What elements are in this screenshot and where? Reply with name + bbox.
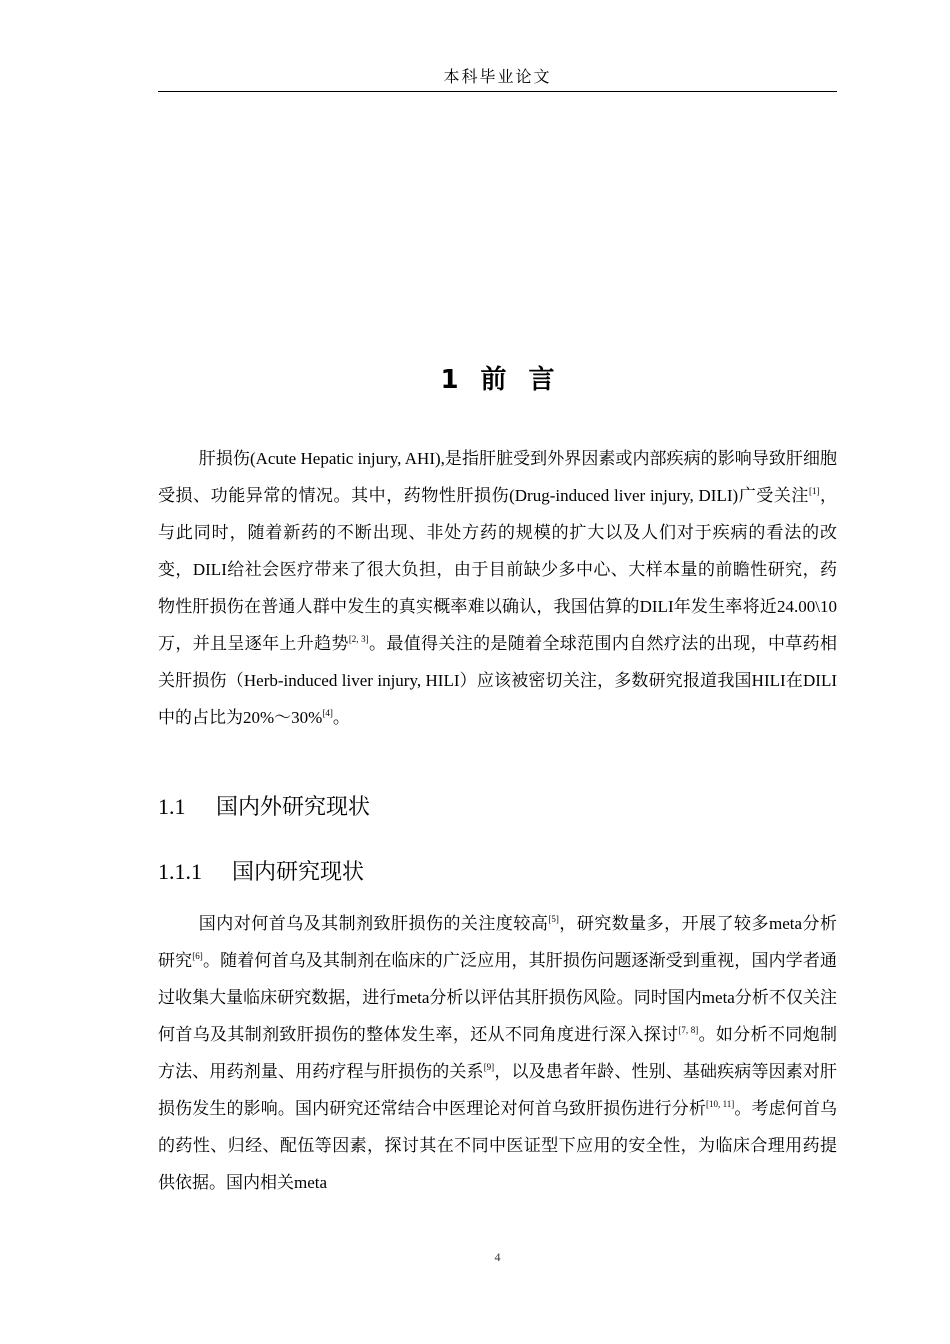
citation: [4]: [322, 708, 333, 718]
domestic-research-paragraph: [158, 905, 837, 1201]
citation: [1]: [808, 486, 820, 496]
citation: [9]: [483, 1062, 495, 1072]
paragraph-text: 。随着何首乌及其制剂在临床的广泛应用，其肝损伤问题逐渐受到重视，国内学者通过收集大量临床研究数据，进行meta分析以评估其肝损伤风险。同时国内meta分析不仅关注何首乌及其制剂致肝损伤的整体发生率，还从不同角度进行深入探讨: [158, 951, 838, 1044]
page-number: 4: [494, 1250, 501, 1264]
paragraph-text: 肝损伤(Acute Hepatic injury, AHI),是指肝脏受到外界因素或内部疾病的影响导致肝细胞受损、功能异常的情况。其中，药物性肝损伤(Drug-induced liver injury, DILI)广受关注: [158, 449, 837, 505]
paragraph-text: ，与此同时，随着新药的不断出现、非处方药的规模的扩大以及人们对于疾病的看法的改变，DILI给社会医疗带来了很大负担，由于目前缺少多中心、大样本量的前瞻性研究，药物性肝损伤在普通人群中发生的真实概率难以确认，我国估算的DILI年发生率将近24.00\10万，并且呈逐年上升趋势: [158, 486, 838, 653]
paragraph-text: 。考虑何首乌的药性、归经、配伍等因素，探讨其在不同中医证型下应用的安全性，为临床合理用药提供依据。国内相关meta: [158, 1099, 838, 1192]
header-rule: [158, 91, 837, 92]
intro-paragraph: [158, 440, 837, 736]
section-heading-1-1-1: [158, 857, 364, 888]
paragraph-text: 国内对何首乌及其制剂致肝损伤的关注度较高: [198, 914, 549, 933]
section-number: 1.1.1: [158, 859, 202, 884]
chapter-title-word-2: 言: [528, 365, 555, 395]
citation: [2, 3]: [348, 634, 369, 644]
paragraph-text: ，以及患者年龄、性别、基础疾病等因素对肝损伤发生的影响。国内研究还常结合中医理论对何首乌致肝损伤进行分析: [158, 1062, 838, 1118]
paragraph-text: 。最值得关注的是随着全球范围内自然疗法的出现，中草药相关肝损伤（Herb-induced liver injury, HILI）应该被密切关注，多数研究报道我国HILI在DILI中的占比为20%～30%: [158, 634, 838, 727]
section-number: 1.1: [158, 794, 186, 819]
section-title: 国内外研究现状: [216, 795, 371, 820]
section-heading-1-1: [158, 792, 370, 823]
citation: [6]: [192, 951, 203, 961]
chapter-title: [158, 360, 837, 400]
chapter-title-word-1: 前: [480, 365, 507, 395]
citation: [7, 8]: [678, 1025, 699, 1035]
section-title: 国内研究现状: [232, 860, 365, 885]
paragraph-text: 。如分析不同炮制方法、用药剂量、用药疗程与肝损伤的关系: [158, 1025, 838, 1081]
paragraph-text: 。: [332, 708, 350, 727]
chapter-number: 1: [440, 365, 459, 395]
citation: [5]: [548, 914, 559, 924]
running-header: 本科毕业论文: [443, 69, 552, 86]
paragraph-text: ，研究数量多，开展了较多meta分析研究: [158, 914, 838, 970]
citation: [10, 11]: [705, 1099, 735, 1109]
